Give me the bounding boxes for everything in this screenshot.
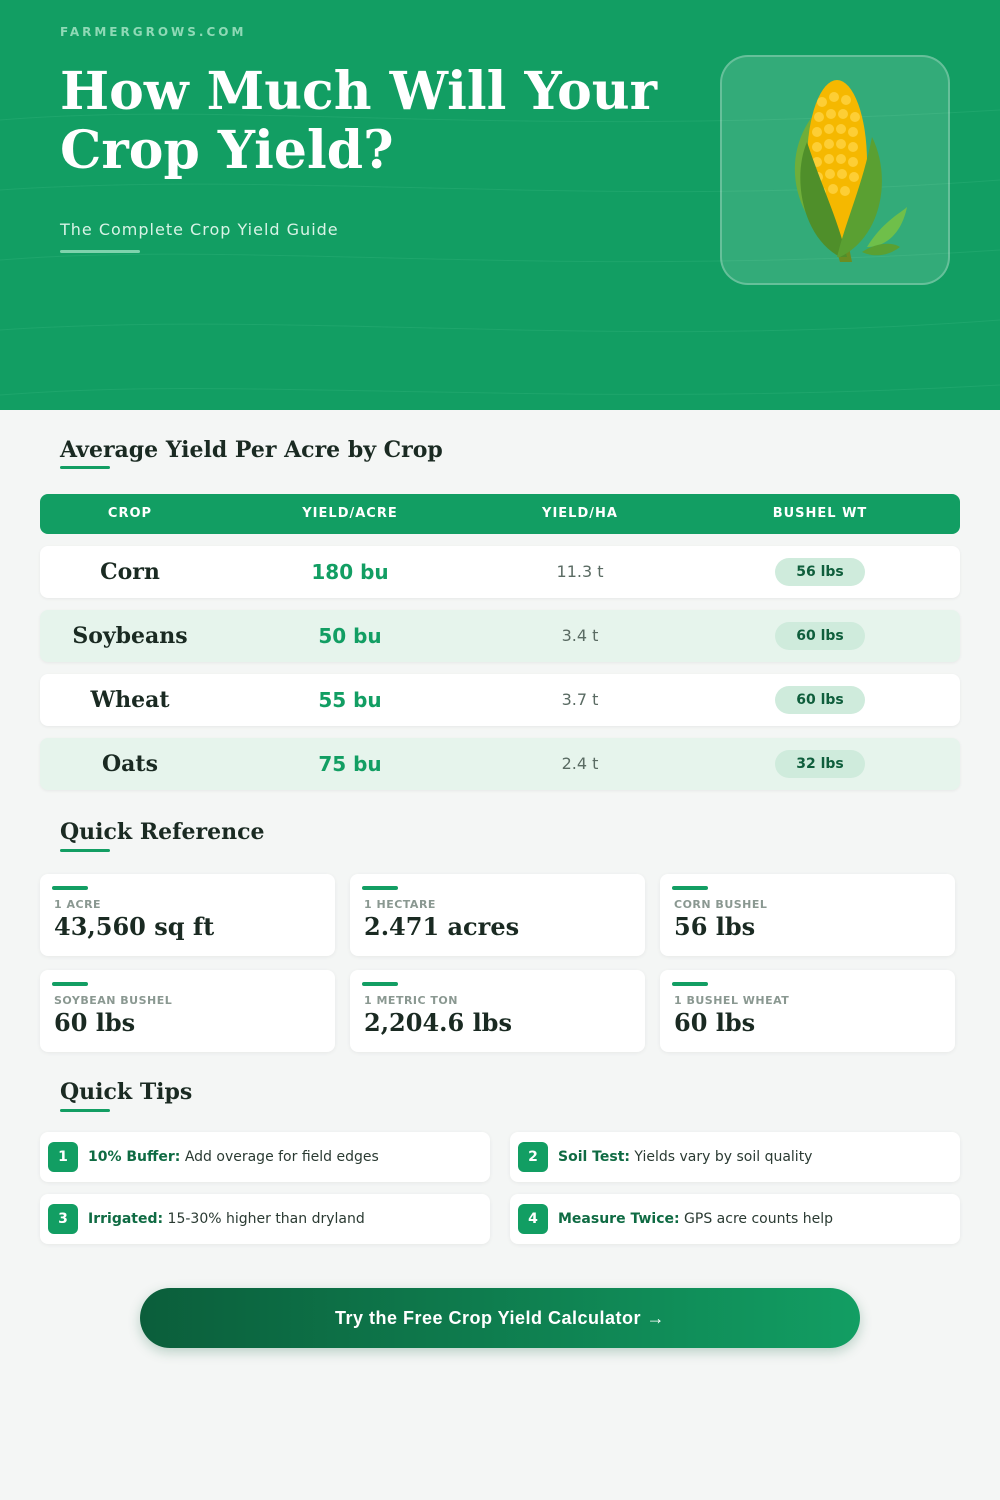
hero-title: How Much Will Your Crop Yield? <box>60 61 657 181</box>
card-accent-bar <box>362 886 398 890</box>
tip-body: Yields vary by soil quality <box>629 1149 813 1165</box>
reference-label: 1 BUSHEL WHEAT <box>674 994 790 1007</box>
table-row <box>40 674 960 726</box>
header-yield-acre: YIELD/ACRE <box>302 506 398 521</box>
yield-section-title: Average Yield Per Acre by Crop <box>60 437 443 463</box>
reference-card <box>40 874 335 956</box>
reference-section-title: Quick Reference <box>60 819 265 845</box>
reference-label: SOYBEAN BUSHEL <box>54 994 173 1007</box>
corn-icon <box>722 57 952 287</box>
header-bushel-wt: BUSHEL WT <box>772 506 868 521</box>
crop-name: Oats <box>102 751 158 777</box>
header-yield-ha: YIELD/HA <box>542 506 618 521</box>
tips-section-title: Quick Tips <box>60 1079 193 1105</box>
bushel-weight-badge: 60 lbs <box>775 622 865 650</box>
table-row <box>40 610 960 662</box>
reference-value: 56 lbs <box>674 912 756 941</box>
reference-section-underline <box>60 849 110 852</box>
card-accent-bar <box>672 886 708 890</box>
reference-card <box>350 874 645 956</box>
tip-body: GPS acre counts help <box>679 1211 833 1227</box>
tip-text <box>558 1132 812 1182</box>
tip-heading: Irrigated: <box>88 1211 164 1227</box>
tip-heading: Measure Twice: <box>558 1211 680 1227</box>
crop-name: Soybeans <box>72 623 188 649</box>
reference-label: 1 METRIC TON <box>364 994 458 1007</box>
yield-section-underline <box>60 466 110 469</box>
tips-section-underline <box>60 1109 110 1112</box>
reference-value: 2,204.6 lbs <box>364 1008 512 1037</box>
crop-name: Wheat <box>90 687 170 713</box>
card-accent-bar <box>672 982 708 986</box>
tip-item <box>510 1132 960 1182</box>
reference-value: 2.471 acres <box>364 912 520 941</box>
tip-heading: 10% Buffer: <box>88 1149 181 1165</box>
reference-label: 1 HECTARE <box>364 898 436 911</box>
tip-number-badge: 2 <box>518 1142 548 1172</box>
reference-value: 60 lbs <box>674 1008 756 1037</box>
card-accent-bar <box>52 886 88 890</box>
tip-item <box>40 1132 490 1182</box>
yield-per-hectare: 3.7 t <box>561 690 599 709</box>
yield-per-acre: 180 bu <box>311 560 389 584</box>
bushel-weight-badge: 32 lbs <box>775 750 865 778</box>
tip-item <box>510 1194 960 1244</box>
table-row <box>40 546 960 598</box>
calculator-cta-button[interactable]: Try the Free Crop Yield Calculator → <box>140 1288 860 1348</box>
hero-banner <box>0 0 1000 410</box>
reference-card <box>40 970 335 1052</box>
tip-number-badge: 1 <box>48 1142 78 1172</box>
reference-card <box>350 970 645 1052</box>
yield-per-hectare: 11.3 t <box>556 562 604 581</box>
reference-label: CORN BUSHEL <box>674 898 768 911</box>
yield-table-header <box>40 494 960 534</box>
bushel-weight-badge: 56 lbs <box>775 558 865 586</box>
reference-card <box>660 970 955 1052</box>
tip-item <box>40 1194 490 1244</box>
yield-per-acre: 55 bu <box>318 688 382 712</box>
tip-body: Add overage for field edges <box>180 1149 379 1165</box>
hero-subtitle: The Complete Crop Yield Guide <box>60 220 339 239</box>
yield-per-acre: 75 bu <box>318 752 382 776</box>
card-accent-bar <box>362 982 398 986</box>
tip-text <box>88 1194 365 1244</box>
table-row <box>40 738 960 790</box>
tip-body: 15-30% higher than dryland <box>163 1211 365 1227</box>
corn-image-card <box>720 55 950 285</box>
reference-value: 43,560 sq ft <box>54 912 215 941</box>
tip-text <box>558 1194 833 1244</box>
tip-number-badge: 4 <box>518 1204 548 1234</box>
brand-name[interactable]: FARMERGROWS.COM <box>60 25 247 39</box>
tip-text <box>88 1132 379 1182</box>
yield-per-hectare: 3.4 t <box>561 626 599 645</box>
card-accent-bar <box>52 982 88 986</box>
yield-per-acre: 50 bu <box>318 624 382 648</box>
yield-per-hectare: 2.4 t <box>561 754 599 773</box>
hero-underline <box>60 250 140 253</box>
reference-card <box>660 874 955 956</box>
crop-name: Corn <box>100 559 160 585</box>
header-crop: CROP <box>107 506 153 521</box>
bushel-weight-badge: 60 lbs <box>775 686 865 714</box>
reference-label: 1 ACRE <box>54 898 102 911</box>
tip-number-badge: 3 <box>48 1204 78 1234</box>
tip-heading: Soil Test: <box>558 1149 630 1165</box>
reference-value: 60 lbs <box>54 1008 136 1037</box>
